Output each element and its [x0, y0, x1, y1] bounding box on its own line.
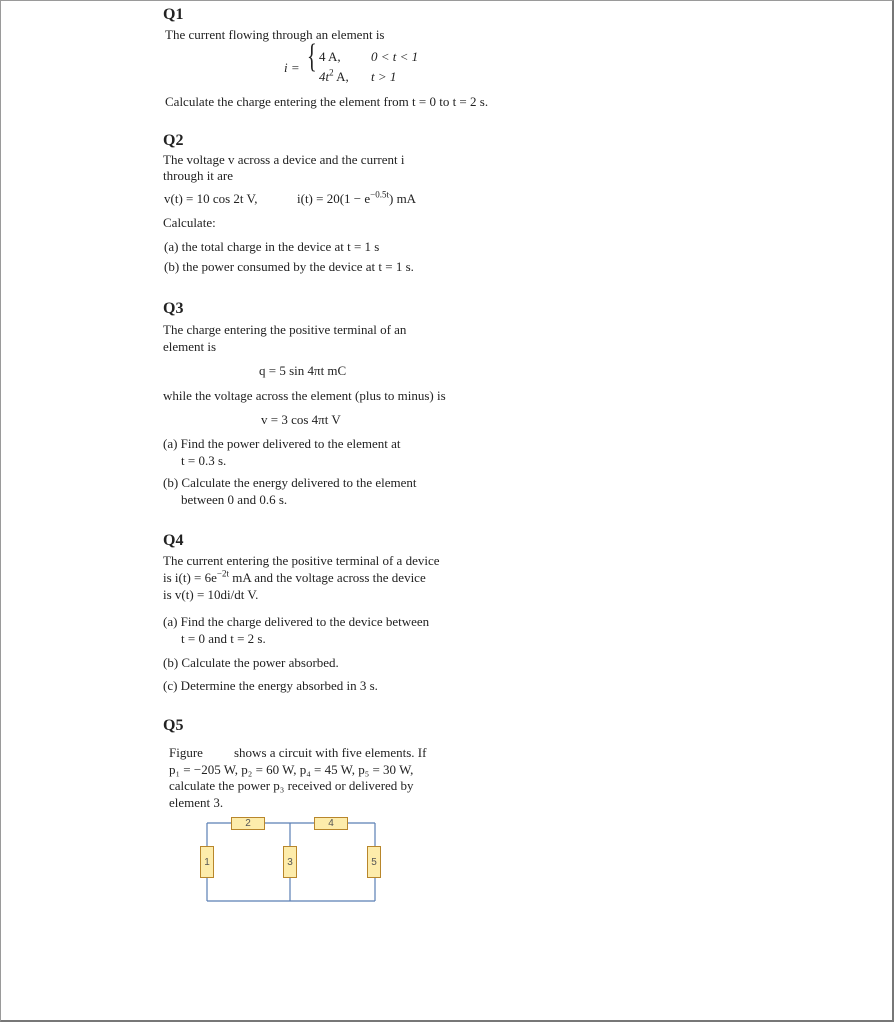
q3-part-b-line2: between 0 and 0.6 s. — [181, 492, 288, 507]
q2-voltage-equation: v(t) = 10 cos 2t V, — [164, 191, 258, 206]
q3-charge-equation: q = 5 sin 4πt mC — [259, 363, 347, 378]
q3-part-a-line2: t = 0.3 s. — [181, 453, 227, 468]
q2-current-equation: $i(t) = 20(1 - e^{-0.5t})$ mA — [297, 189, 417, 206]
q5-line3: calculate the power p₃ received or delivered by — [169, 778, 414, 793]
q5-figure-word: Figure — [169, 745, 203, 760]
q4-heading: Q4 — [163, 532, 184, 549]
q5-line2: p₁ = −205 W, p₂ = 60 W, p₄ = 45 W, p₅ = 30 W, — [169, 762, 414, 777]
q4-part-a-line2: t = 0 and t = 2 s. — [181, 631, 266, 646]
q1-heading: Q1 — [163, 6, 184, 23]
q4-part-c: (c) Determine the energy absorbed in 3 s. — [163, 678, 378, 693]
q3-voltage-equation: v = 3 cos 4πt V — [261, 412, 341, 427]
q1-case1-condition: 0 < t < 1 — [371, 49, 419, 64]
q3-middle-text: while the voltage across the element (plus to minus) is — [163, 388, 446, 403]
circuit-element-1: 1 — [200, 846, 214, 878]
q1-question: Calculate the charge entering the element from t = 0 to t = 2 s. — [165, 94, 489, 109]
q1-case1-value: 4 A, — [319, 49, 341, 64]
circuit-element-4: 4 — [314, 817, 348, 830]
q2-heading: Q2 — [163, 132, 184, 149]
q1-intro: The current flowing through an element is — [165, 27, 385, 42]
q1-eq-lhs: i = — [284, 60, 300, 75]
q3-heading: Q3 — [163, 300, 184, 317]
q3-intro-line2: element is — [163, 339, 217, 354]
circuit-diagram — [1, 1, 895, 1023]
q4-part-b: (b) Calculate the power absorbed. — [163, 655, 339, 670]
q2-intro-line2: through it are — [163, 168, 234, 183]
circuit-element-3: 3 — [283, 846, 297, 878]
q4-part-a-line1: (a) Find the charge delivered to the device between — [163, 614, 430, 629]
q1-case2-value: $4t^2$ A, — [319, 67, 349, 84]
q3-intro-line1: The charge entering the positive terminal of an — [163, 322, 407, 337]
circuit-element-2: 2 — [231, 817, 265, 830]
q4-line1: The current entering the positive terminal of a device — [163, 553, 440, 568]
q5-heading: Q5 — [163, 717, 184, 734]
q2-part-a: (a) the total charge in the device at t = 1 s — [164, 239, 380, 254]
q1-case2-condition: t > 1 — [371, 69, 397, 84]
circuit-element-5: 5 — [367, 846, 381, 878]
q2-calculate-label: Calculate: — [163, 215, 216, 230]
q3-part-a-line1: (a) Find the power delivered to the element at — [163, 436, 401, 451]
q5-line1: shows a circuit with five elements. If — [234, 745, 427, 760]
q2-part-b: (b) the power consumed by the device at t = 1 s. — [164, 259, 414, 274]
q4-line2: is $i(t) = 6e^{-2t}$ mA and the voltage across the device — [163, 568, 426, 585]
q3-part-b-line1: (b) Calculate the energy delivered to the element — [163, 475, 417, 490]
q1-brace: { — [307, 38, 317, 75]
q2-intro-line1: The voltage v across a device and the current i — [163, 152, 405, 167]
q4-line3: is v(t) = 10di/dt V. — [163, 587, 259, 602]
q5-line4: element 3. — [169, 795, 224, 810]
